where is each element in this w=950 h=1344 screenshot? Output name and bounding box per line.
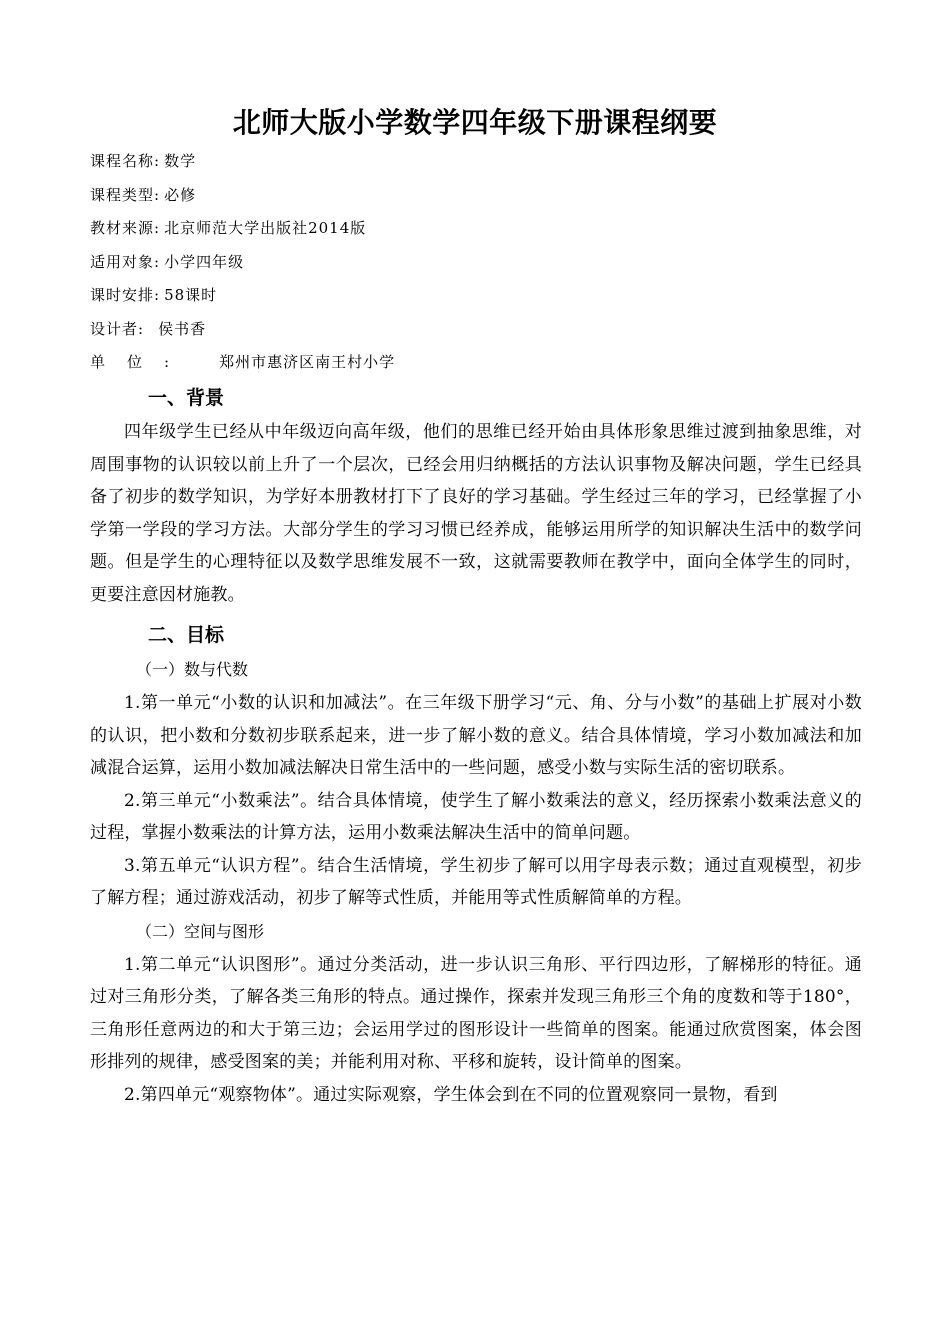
meta-value: 郑州市惠济区南王村小学 — [219, 353, 396, 371]
document-body — [90, 380, 862, 1111]
meta-audience — [90, 248, 890, 282]
meta-label: 课程名称: — [90, 152, 161, 170]
meta-value: 数学 — [164, 152, 197, 170]
background-paragraph: 四年级学生已经从中年级迈向高年级，他们的思维已经开始由具体形象思维过渡到抽象思维，对周围事物的认识较以前上升了一个层次，已经会用归纳概括的方法认识事物及解决问题，学生已经具备了初步的数学知识，为学好本册教材打下了良好的学习基础。学生经过三年的学习，已经掌握了小学第一学段的学习方法。大部分学生的学习习惯已经养成，能够运用所学的知识解决生活中的数学问题。但是学生的心理特征以及数学思维发展不一致，这就需要教师在教学中，面向全体学生的同时，更要注意因材施教。 — [90, 422, 862, 605]
meta-value: 北京师范大学出版社2014版 — [164, 219, 367, 237]
meta-unit — [90, 348, 890, 382]
meta-value: 必修 — [164, 185, 197, 204]
meta-designer — [90, 315, 890, 349]
meta-label: 设计者: — [90, 319, 145, 338]
goal-item: 1.第二单元“认识图形”。通过分类活动，进一步认识三角形、平行四边形，了解梯形的特征。通过对三角形分类，了解各类三角形的特点。通过操作，探索并发现三角形三个角的度数和等于180°，三角形任意两边的和大于第三边；会运用学过的图形设计一些简单的图案。能通过欣赏图案，体会图形排列的规律，感受图案的美；并能利用对称、平移和旋转，设计简单的图案。 — [90, 954, 862, 1072]
meta-value: 侯书香 — [158, 319, 207, 338]
meta-label: 教材来源: — [90, 219, 161, 237]
subsection-heading-number-algebra: （一）数与代数 — [136, 660, 249, 679]
meta-course-type — [90, 181, 890, 215]
meta-label: 适用对象: — [90, 252, 161, 271]
section-heading-goals: 二、目标 — [148, 624, 225, 646]
meta-label: 课时安排: — [90, 286, 161, 304]
document-title: 北师大版小学数学四年级下册课程纲要 — [232, 106, 718, 139]
meta-course-name — [90, 147, 890, 181]
meta-label: 单位: — [90, 353, 192, 371]
meta-value: 小学四年级 — [164, 252, 245, 271]
goal-item: 2.第三单元“小数乘法”。结合具体情境，使学生了解小数乘法的意义，经历探索小数乘法意义的过程，掌握小数乘法的计算方法，运用小数乘法解决生活中的简单问题。 — [90, 790, 862, 843]
meta-value: 58课时 — [164, 286, 218, 304]
meta-hours — [90, 281, 890, 315]
meta-textbook-source — [90, 214, 890, 248]
subsection-heading-space-shape: （二）空间与图形 — [136, 921, 265, 941]
section-heading-background: 一、背景 — [148, 387, 225, 409]
goal-item: 1.第一单元“小数的认识和加减法”。在三年级下册学习“元、角、分与小数”的基础上扩展对小数的认识，把小数和分数初步联系起来，进一步了解小数的意义。结合具体情境，学习小数加减法和加减混合运算，运用小数加减法解决日常生活中的一些问题，感受小数与实际生活的密切联系。 — [90, 693, 862, 778]
course-info — [90, 147, 890, 382]
meta-label: 课程类型: — [90, 185, 161, 204]
goal-item: 2.第四单元“观察物体”。通过实际观察，学生体会到在不同的位置观察同一景物，看到 — [124, 1084, 778, 1105]
goal-item: 3.第五单元“认识方程”。结合生活情境，学生初步了解可以用字母表示数；通过直观模型，初步了解方程；通过游戏活动，初步了解等式性质，并能用等式性质解简单的方程。 — [90, 855, 862, 908]
